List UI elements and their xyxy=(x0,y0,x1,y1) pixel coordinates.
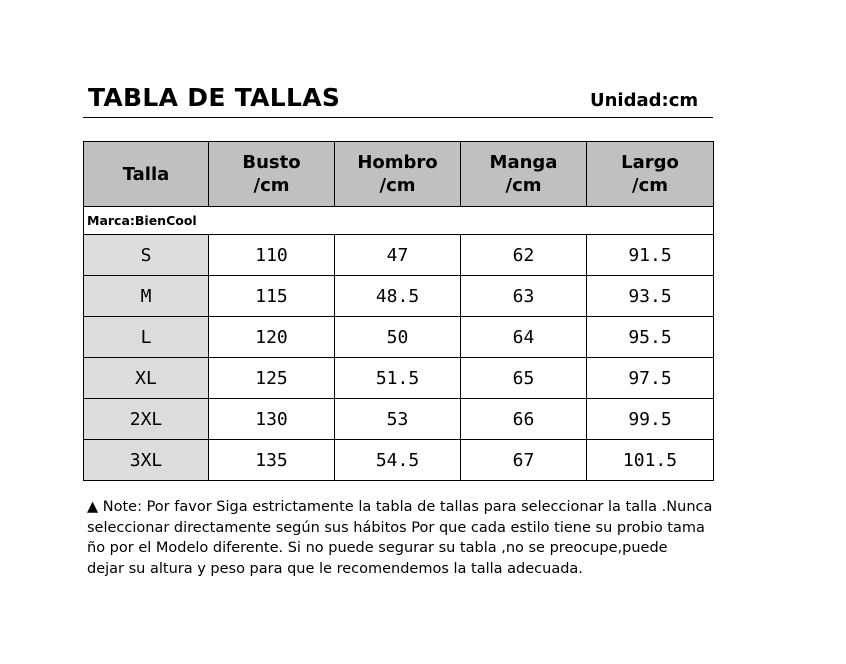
size-cell: 2XL xyxy=(84,399,209,440)
manga-cell: 62 xyxy=(461,235,587,276)
column-header-busto: Busto /cm xyxy=(209,142,335,207)
busto-cell: 110 xyxy=(209,235,335,276)
size-cell: M xyxy=(84,276,209,317)
column-header-largo: Largo /cm xyxy=(587,142,714,207)
hombro-cell: 53 xyxy=(335,399,461,440)
table-row xyxy=(84,440,714,481)
manga-cell: 67 xyxy=(461,440,587,481)
manga-cell: 64 xyxy=(461,317,587,358)
table-row xyxy=(84,317,714,358)
table-row xyxy=(84,235,714,276)
size-note xyxy=(87,497,717,579)
manga-cell: 63 xyxy=(461,276,587,317)
table-header-row xyxy=(84,142,714,207)
busto-cell: 125 xyxy=(209,358,335,399)
size-cell: S xyxy=(84,235,209,276)
manga-cell: 65 xyxy=(461,358,587,399)
column-header-talla: Talla xyxy=(84,142,209,207)
largo-cell: 95.5 xyxy=(587,317,714,358)
column-header-manga: Manga /cm xyxy=(461,142,587,207)
busto-cell: 135 xyxy=(209,440,335,481)
hombro-cell: 54.5 xyxy=(335,440,461,481)
unit-label: Unidad:cm xyxy=(590,90,699,111)
hombro-cell: 47 xyxy=(335,235,461,276)
busto-cell: 130 xyxy=(209,399,335,440)
hombro-cell: 48.5 xyxy=(335,276,461,317)
largo-cell: 97.5 xyxy=(587,358,714,399)
hombro-cell: 50 xyxy=(335,317,461,358)
page-title: TABLA DE TALLAS xyxy=(88,83,341,112)
column-header-hombro: Hombro /cm xyxy=(335,142,461,207)
size-cell: L xyxy=(84,317,209,358)
size-chart-table xyxy=(83,141,714,481)
table-row xyxy=(84,276,714,317)
brand-label: Marca:BienCool xyxy=(84,207,714,235)
note-line: dejar su altura y peso para que le recomendemos la talla adecuada. xyxy=(87,560,583,577)
note-line: seleccionar directamente según sus hábitos Por que cada estilo tiene su probio tama xyxy=(87,519,705,536)
largo-cell: 91.5 xyxy=(587,235,714,276)
note-line: ▲ Note: Por favor Siga estrictamente la tabla de tallas para seleccionar la talla .Nunca xyxy=(87,499,713,515)
busto-cell: 115 xyxy=(209,276,335,317)
size-cell: XL xyxy=(84,358,209,399)
largo-cell: 101.5 xyxy=(587,440,714,481)
busto-cell: 120 xyxy=(209,317,335,358)
largo-cell: 99.5 xyxy=(587,399,714,440)
hombro-cell: 51.5 xyxy=(335,358,461,399)
size-cell: 3XL xyxy=(84,440,209,481)
title-divider xyxy=(83,117,713,118)
note-line: ño por el Modelo diferente. Si no puede segurar su tabla ,no se preocupe,puede xyxy=(87,540,668,556)
table-row xyxy=(84,399,714,440)
brand-row xyxy=(84,207,714,235)
largo-cell: 93.5 xyxy=(587,276,714,317)
table-row xyxy=(84,358,714,399)
manga-cell: 66 xyxy=(461,399,587,440)
